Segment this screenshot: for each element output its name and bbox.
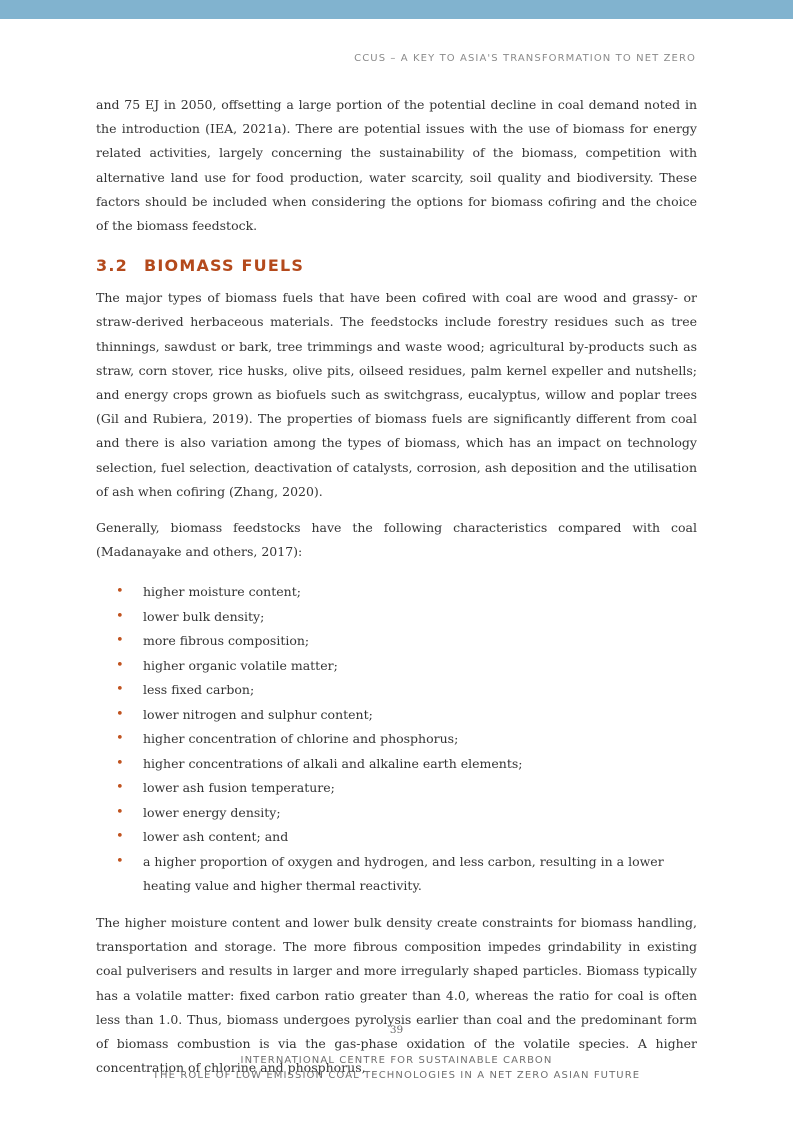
list-item <box>116 605 697 630</box>
footer-organisation: INTERNATIONAL CENTRE FOR SUSTAINABLE CARBON <box>240 1055 553 1066</box>
list-item-text: less fixed carbon; <box>143 682 255 698</box>
footer <box>0 1053 793 1083</box>
bullet-icon: • <box>116 829 124 845</box>
list-item-text: lower ash fusion temperature; <box>143 780 335 796</box>
bullet-icon: • <box>116 755 124 771</box>
list-item-text: lower bulk density; <box>143 608 265 624</box>
bullet-icon: • <box>116 682 124 698</box>
list-item <box>116 752 697 777</box>
intro-paragraph: and 75 EJ in 2050, offsetting a large portion of the potential decline in coal demand noted in the introduction (IEA, 2021a). There are potential issues with the use of biomass for energy related activities, largely concerning the sustainability of the biomass, competition with alternative land use for food production, water scarcity, soil quality and biodiversity. These factors should be included when considering the options for biomass cofiring and the choice of the biomass feedstock. <box>96 97 697 234</box>
bullet-icon: • <box>116 608 124 624</box>
page-content <box>96 93 697 1092</box>
list-item-text: more fibrous composition; <box>143 633 310 649</box>
list-item <box>116 825 697 850</box>
list-item <box>116 850 697 899</box>
list-item-text: lower ash content; and <box>143 829 289 845</box>
bullet-icon: • <box>116 731 124 747</box>
list-item <box>116 678 697 703</box>
bullet-icon: • <box>116 804 124 820</box>
section-heading <box>96 252 697 280</box>
body-paragraph-3: The higher moisture content and lower bulk density create constraints for biomass handling, transportation and storage. The more fibrous composition impedes grindability in existing coal pulverisers and results in larger and more irregularly shaped particles. Biomass typically has a volatile matter: fixed carbon ratio greater than 4.0, whereas the ratio for coal is often less than 1.0. Thus, biomass undergoes pyrolysis earlier than coal and the predominant form of biomass combustion is via the gas-phase oxidation of the volatile species. A higher concentration of chlorine and phosphorus, <box>96 914 697 1076</box>
body-paragraph-2: Generally, biomass feedstocks have the following characteristics compared with coal (Madanayake and others, 2017): <box>96 520 697 560</box>
list-item <box>116 580 697 605</box>
characteristics-list <box>96 580 697 899</box>
list-item <box>116 801 697 826</box>
footer-report-title: THE ROLE OF LOW EMISSION COAL TECHNOLOGIES IN A NET ZERO ASIAN FUTURE <box>152 1070 641 1081</box>
section-number: 3.2 <box>96 256 128 276</box>
bullet-icon: • <box>116 584 124 600</box>
list-item-text: lower energy density; <box>143 804 281 820</box>
section-title: BIOMASS FUELS <box>144 256 305 276</box>
list-item-text: higher moisture content; <box>143 584 301 600</box>
list-item-text: lower nitrogen and sulphur content; <box>143 706 373 722</box>
list-item-text: higher concentration of chlorine and phosphorus; <box>143 731 459 747</box>
bullet-icon: • <box>116 633 124 649</box>
bullet-icon: • <box>116 780 124 796</box>
top-color-bar <box>0 0 793 19</box>
body-paragraph-1: The major types of biomass fuels that have been cofired with coal are wood and grassy- or straw-derived herbaceous materials. The feedstocks include forestry residues such as tree thinnings, sawdust or bark, tree trimmings and waste wood; agricultural by-products such as straw, corn stover, rice husks, olive pits, oilseed residues, palm kernel expeller and nutshells; and energy crops grown as biofuels such as switchgrass, eucalyptus, willow and poplar trees (Gil and Rubiera, 2019). The properties of biomass fuels are significantly different from coal and there is also variation among the types of biomass, which has an impact on technology selection, fuel selection, deactivation of catalysts, corrosion, ash deposition and the utilisation of ash when cofiring (Zhang, 2020). <box>96 290 697 499</box>
list-item <box>116 776 697 801</box>
list-item <box>116 629 697 654</box>
bullet-icon: • <box>116 853 124 869</box>
list-item-text: higher concentrations of alkali and alkaline earth elements; <box>143 755 523 771</box>
list-item <box>116 654 697 679</box>
bullet-icon: • <box>116 657 124 673</box>
list-item <box>116 703 697 728</box>
list-item-text: higher organic volatile matter; <box>143 657 338 673</box>
list-item-text: a higher proportion of oxygen and hydrogen, and less carbon, resulting in a lower heating value and higher thermal reactivity. <box>143 853 664 894</box>
bullet-icon: • <box>116 706 124 722</box>
page-number: 39 <box>389 1024 404 1036</box>
running-header: CCUS – A KEY TO ASIA'S TRANSFORMATION TO NET ZERO <box>354 53 696 64</box>
list-item <box>116 727 697 752</box>
